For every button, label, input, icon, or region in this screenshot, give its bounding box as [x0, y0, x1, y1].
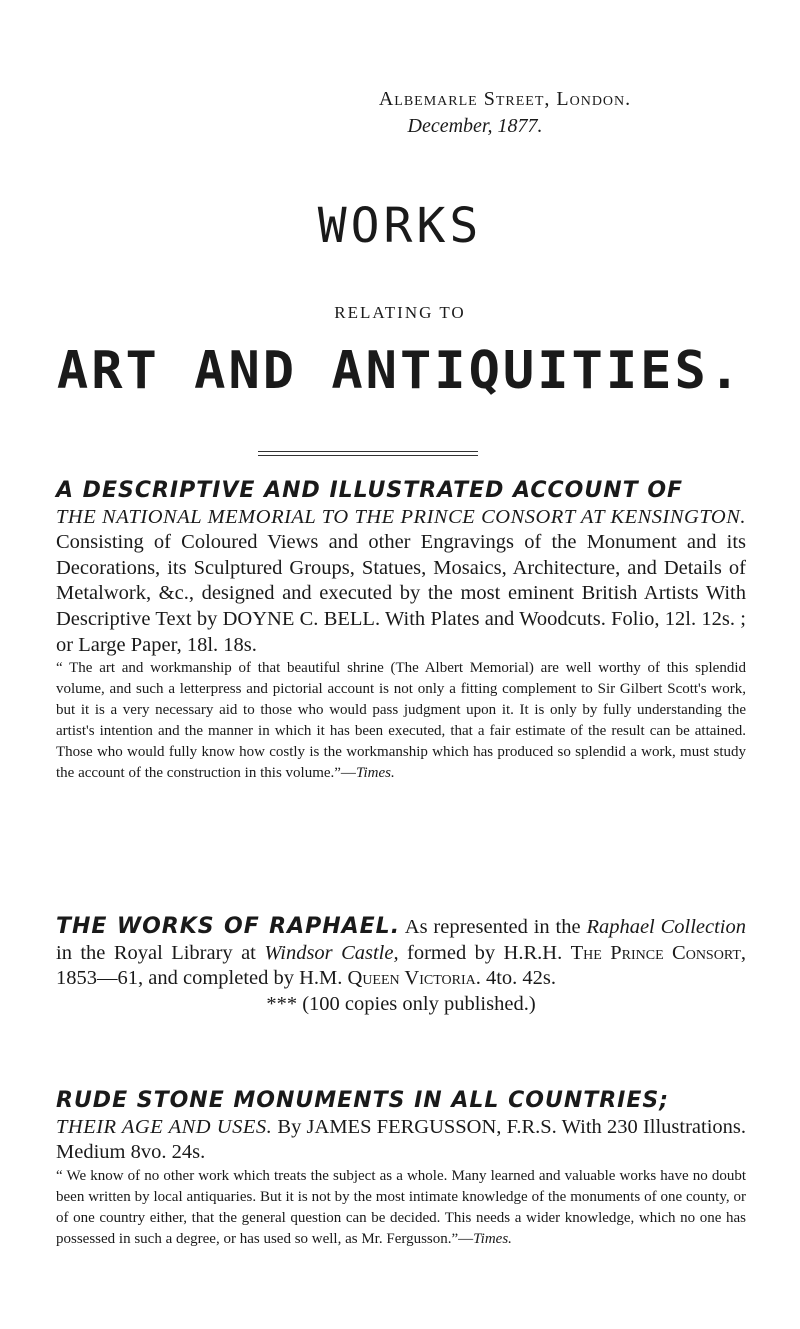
prince-name: The Prince Consort, [570, 941, 747, 964]
edition-note: *** (100 copies only published.) [266, 992, 536, 1015]
entry-rude-stone-monuments [56, 1088, 746, 1250]
page-header [0, 88, 800, 138]
review-source: Times. [473, 1230, 512, 1247]
entry-price: 4to. 42s. [485, 967, 557, 990]
entry-subtitle: THEIR AGE AND USES. [56, 1115, 273, 1138]
works-heading: WORKS [317, 198, 483, 254]
press-review [56, 658, 746, 784]
relating-to-heading: RELATING TO [334, 303, 466, 322]
review-source: Times. [355, 765, 395, 782]
entry-location: in the Royal Library at [56, 941, 256, 964]
review-text: “ The art and workmanship of that beautiful shrine (The Albert Memorial) are well worthy of this splendid volume, and such a letterpress and pictorial account is not only a fitting complement to Sir Gilbert Scott's work, but it is a very necessary aid to those who would pass judgment upon it. It is only by fully understanding the artist's intention and the manner in which it has been executed, that a fair estimate of the result can be attained. Those who would fully know how costly is the workmanship which has produced so splendid a work, must study the account of the construction in this volume.”— [56, 660, 746, 782]
entry-subtitle: THE NATIONAL MEMORIAL TO THE PRINCE CONSORT AT KENSINGTON. [56, 505, 746, 528]
entry-lead: As represented in the [404, 916, 581, 938]
entry-title: A DESCRIPTIVE AND ILLUSTRATED ACCOUNT OF [56, 478, 684, 503]
entry-years: 1853—61, and completed by H.M. [56, 967, 343, 990]
subject-heading: ART AND ANTIQUITIES. [56, 341, 744, 401]
entry-formed: formed by H.R.H. [407, 941, 563, 964]
entry-description: By JAMES FERGUSSON, F.R.S. With 230 Illustrations. Medium 8vo. 24s. [56, 1115, 747, 1164]
castle-name: Windsor Castle, [264, 941, 399, 964]
press-review [56, 1166, 746, 1250]
entry-albert-memorial [56, 478, 746, 784]
queen-name: Queen Victoria. [347, 967, 481, 990]
entry-description: Consisting of Coloured Views and other Engravings of the Monument and its Decorations, its Sculptured Groups, Statues, Mosaics, Architecture, and Details of Metalwork, &c., designed and executed by the most eminent British Artists With Descriptive Text by DOYNE C. BELL. With Plates and Woodcuts. Folio, 12l. 12s. ; or Large Paper, 18l. 18s. [56, 531, 746, 656]
entry-works-of-raphael [56, 914, 746, 1017]
entry-title: THE WORKS OF RAPHAEL. [56, 914, 401, 939]
collection-name: Raphael Collection [586, 916, 747, 938]
divider-rule [258, 451, 478, 456]
entry-title: RUDE STONE MONUMENTS IN ALL COUNTRIES; [56, 1088, 670, 1113]
publisher-address: Albemarle Street, London. [378, 88, 632, 110]
review-text: “ We know of no other work which treats the subject as a whole. Many learned and valuable works have no doubt been written by local antiquaries. But it is not by the most intimate knowledge of the monuments of one county, or of one country either, that the general question can be decided. This needs a wider knowledge, which no one has possessed in such a degree, or has used so well, as Mr. Fergusson.”— [56, 1167, 746, 1247]
catalogue-date: December, 1877. [407, 115, 543, 137]
